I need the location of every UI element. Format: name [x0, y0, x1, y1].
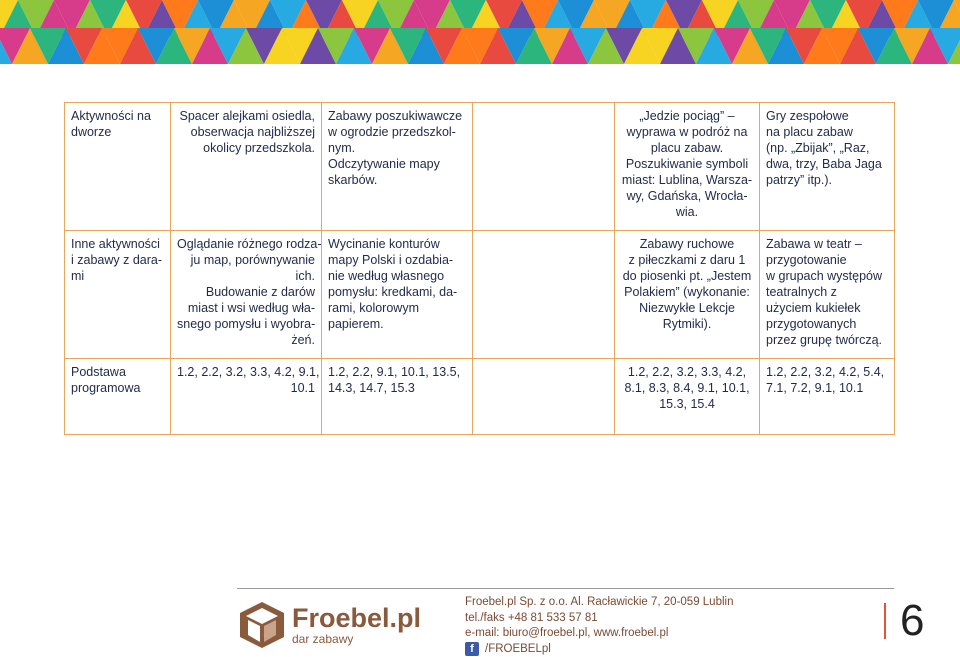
cell-line: pomysłu: kredkami, da-	[328, 285, 458, 299]
cell-line: żeń.	[291, 333, 315, 347]
table-cell	[171, 231, 322, 359]
cell-line: Gry zespołowe	[766, 109, 849, 123]
cell-line: skarbów.	[328, 173, 378, 187]
cell-line: Podstawa	[71, 365, 126, 379]
table-cell	[760, 359, 895, 435]
cell-line: Aktywności na	[71, 109, 151, 123]
company-phone: tel./faks +48 81 533 57 81	[465, 611, 598, 624]
table-cell	[473, 103, 615, 231]
cell-line: wyprawa w podróż na	[626, 125, 748, 139]
table-cell	[322, 231, 473, 359]
cell-line: 1.2, 2.2, 9.1, 10.1, 13.5,	[328, 365, 461, 379]
cell-line: patrzy” itp.).	[766, 173, 832, 187]
cell-line: obserwacja najbliższej	[190, 125, 315, 139]
cell-line: wia.	[675, 205, 699, 219]
cell-line: z piłeczkami z daru 1	[628, 253, 746, 267]
cell-line: 14.3, 14.7, 15.3	[328, 381, 415, 395]
cell-line: ju map, porównywanie	[190, 253, 315, 267]
cell-line: 1.2, 2.2, 3.2, 3.3, 4.2, 9.1,	[177, 365, 320, 379]
footer-divider	[237, 588, 894, 589]
froebel-cube-logo	[238, 600, 286, 650]
cell-line: Niezwykłe Lekcje	[639, 301, 735, 315]
brand-tagline: dar zabawy	[292, 632, 354, 646]
activity-plan-table	[64, 102, 895, 435]
table-cell	[473, 359, 615, 435]
row-label-cell	[65, 359, 171, 435]
table-cell	[760, 231, 895, 359]
cell-line: 8.1, 8.3, 8.4, 9.1, 10.1,	[624, 381, 750, 395]
cell-line: Inne aktywności	[71, 237, 160, 251]
page-number-separator	[884, 603, 886, 639]
brand-name: Froebel.pl	[292, 603, 422, 633]
cell-line: Spacer alejkami osiedla,	[179, 109, 315, 123]
cell-line: Polakiem” (wykonanie:	[624, 285, 750, 299]
cell-line: snego pomysłu i wyobra-	[177, 317, 316, 331]
cell-line: mapy Polski i ozdabia-	[328, 253, 454, 267]
cell-line: ich.	[295, 269, 315, 283]
cell-line: 7.1, 7.2, 9.1, 10.1	[766, 381, 864, 395]
cell-line: Oglądanie różnego rodza-	[177, 237, 322, 251]
table-cell	[615, 103, 760, 231]
cell-line: (np. „Zbijak”, „Raz,	[766, 141, 870, 155]
cell-line: Zabawy poszukiwawcze	[328, 109, 463, 123]
cell-line: Poszukiwanie symboli	[625, 157, 749, 171]
table-cell	[473, 231, 615, 359]
row-label-cell	[65, 231, 171, 359]
cell-line: w ogrodzie przedszkol-	[328, 125, 456, 139]
cell-line: w grupach występów	[766, 269, 883, 283]
cell-line: Rytmiki).	[662, 317, 712, 331]
cell-line: Zabawy ruchowe	[639, 237, 735, 251]
cell-line: przez grupę twórczą.	[766, 333, 883, 347]
cell-line: 15.3, 15.4	[659, 397, 715, 411]
cell-line: Zabawa w teatr –	[766, 237, 862, 251]
cell-line: Odczytywanie mapy	[328, 157, 440, 171]
cell-line: 1.2, 2.2, 3.2, 3.3, 4.2,	[627, 365, 747, 379]
cell-line: nie według własnego	[328, 269, 445, 283]
cell-line: 10.1	[290, 381, 315, 395]
table-cell	[615, 359, 760, 435]
page-number: 6	[900, 596, 925, 645]
company-address: Froebel.pl Sp. z o.o. Al. Racławickie 7, 20-059 Lublin	[465, 596, 734, 608]
table-cell	[760, 103, 895, 231]
cell-line: okolicy przedszkola.	[203, 141, 315, 155]
cell-line: przygotowanych	[766, 317, 857, 331]
cell-line: 1.2, 2.2, 3.2, 4.2, 5.4,	[766, 365, 885, 379]
company-info	[465, 595, 733, 657]
cell-line: miast i wsi według wła-	[187, 301, 315, 315]
cell-line: mi	[71, 269, 85, 283]
cell-line: wy, Gdańska, Wrocła-	[626, 189, 748, 203]
cell-line: „Jedzie pociąg” –	[639, 109, 735, 123]
row-label-cell	[65, 103, 171, 231]
cell-line: nym.	[328, 141, 356, 155]
cell-line: placu zabaw.	[650, 141, 724, 155]
facebook-icon: f	[465, 642, 479, 656]
cell-line: dwa, trzy, Baba Jaga	[766, 157, 882, 171]
cell-line: Budowanie z darów	[205, 285, 315, 299]
table-cell	[171, 359, 322, 435]
company-contact[interactable]: e-mail: biuro@froebel.pl, www.froebel.pl	[465, 627, 669, 639]
facebook-link[interactable]: /FROEBELpl	[485, 642, 551, 655]
table-row	[65, 103, 895, 231]
cell-line: teatralnych z	[766, 285, 837, 299]
table-cell	[171, 103, 322, 231]
cell-line: dworze	[71, 125, 112, 139]
cell-line: programowa	[71, 381, 141, 395]
decorative-triangle-banner	[0, 0, 960, 80]
table-row	[65, 359, 895, 435]
cell-line: rami, kolorowym	[328, 301, 419, 315]
cell-line: użyciem kukiełek	[766, 301, 861, 315]
table-cell	[322, 103, 473, 231]
table-row	[65, 231, 895, 359]
cell-line: Wycinanie konturów	[328, 237, 440, 251]
cell-line: przygotowanie	[766, 253, 847, 267]
cell-line: i zabawy z dara-	[71, 253, 163, 267]
table-cell	[615, 231, 760, 359]
cell-line: do piosenki pt. „Jestem	[622, 269, 752, 283]
cell-line: na placu zabaw	[766, 125, 853, 139]
cell-line: miast: Lublina, Warsza-	[621, 173, 753, 187]
table-cell	[322, 359, 473, 435]
cell-line: papierem.	[328, 317, 384, 331]
